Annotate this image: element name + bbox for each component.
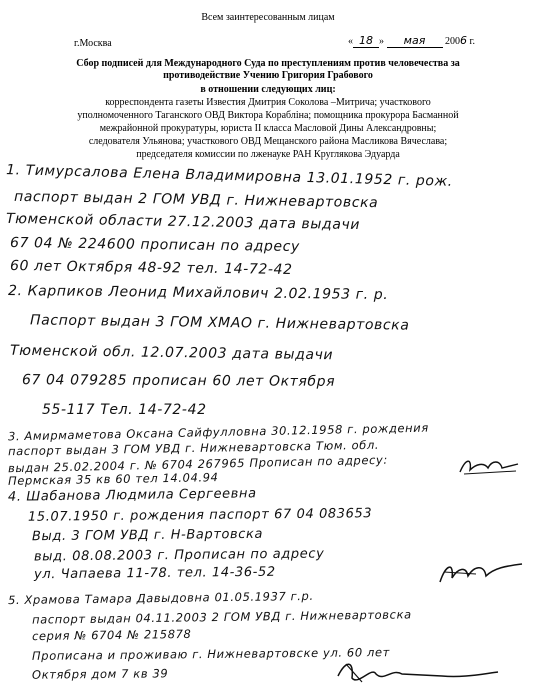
entry-line: 67 04 № 224600 прописан по адресу	[9, 234, 300, 256]
entry-line: 3. Амирмаметова Оксана Сайфулловна 30.12.1958 г. рождения	[7, 420, 429, 444]
entry-line: серия № 6704 № 215878	[31, 626, 192, 644]
addressee: Всем заинтересованным лицам	[201, 12, 335, 23]
city: г.Москва	[74, 38, 112, 49]
entry-line: Тюменской обл. 12.07.2003 дата выдачи	[9, 342, 334, 364]
entry-line: паспорт выдан 04.11.2003 2 ГОМ УВД г. Нижневартовска	[31, 607, 412, 627]
date-year-hand: 6	[460, 34, 467, 47]
entry-line: ул. Чапаева 11-78. тел. 14-36-52	[33, 564, 276, 583]
entry-line: 55-117 Тел. 14-72-42	[42, 402, 207, 418]
entry-line: Выд. 3 ГОМ УВД г. Н-Вартовска	[31, 526, 264, 545]
entry-line: 1. Тимурсалова Елена Владимировна 13.01.1952 г. рож.	[5, 162, 454, 190]
entry-line: паспорт выдан 3 ГОМ УВД г. Нижневартовска Тюм. обл.	[7, 437, 380, 459]
title-line-2: противодействие Учению Григория Грабового	[163, 70, 373, 81]
entry-line: паспорт выдан 2 ГОМ УВД г. Нижневартовска	[13, 188, 379, 212]
entry-line: Октября дом 7 кв 39	[31, 666, 169, 682]
entry-line: Пермская 35 кв 60 тел 14.04.94	[7, 470, 219, 488]
persons-line-1: корреспондента газеты Известия Дмитрия Соколова –Митрича; участкового	[105, 97, 431, 108]
persons-line-4: следователя Ульянова; участкового ОВД Мещанского района Масликова Вячеслава;	[88, 136, 448, 147]
title-line-3: в отношении следующих лиц:	[200, 84, 336, 95]
persons-line-3: межрайонной прокуратуры, юриста II класса Масловой Дины Александровны;	[99, 123, 437, 134]
signature-5	[332, 656, 502, 690]
date-day: 18	[353, 34, 379, 48]
entry-line: 5. Храмова Тамара Давыдовна 01.05.1937 г.р.	[7, 588, 314, 608]
persons-line-5: председателя комиссии по лженауке РАН Круглякова Эдуарда	[136, 149, 400, 160]
date-field: « 18 » мая 2006 г.	[348, 34, 475, 47]
entry-line: 15.07.1950 г. рождения паспорт 67 04 083653	[27, 506, 373, 525]
entry-line: Паспорт выдан 3 ГОМ ХМАО г. Нижневартовска	[29, 312, 410, 334]
signature-3	[458, 456, 522, 478]
entry-line: 67 04 079285 прописан 60 лет Октября	[21, 372, 336, 390]
date-year-printed: 200	[445, 36, 460, 47]
entry-line: Прописана и проживаю г. Нижневартовске ул. 60 лет	[31, 645, 390, 663]
persons-line-2: уполномоченного Таганского ОВД Виктора Корабліна; помощника прокурора Басманной	[77, 110, 459, 121]
entry-line: 60 лет Октября 48-92 тел. 14-72-42	[9, 258, 293, 278]
title-line-1: Сбор подписей для Международного Суда по преступлениям против человечества за	[76, 58, 460, 69]
entry-line: выд. 08.08.2003 г. Прописан по адресу	[33, 546, 325, 565]
entry-line: выдан 25.02.2004 г. № 6704 267965 Прописан по адресу:	[7, 452, 389, 476]
date-month: мая	[387, 34, 443, 48]
signature-4	[436, 560, 526, 586]
date-suffix: г.	[467, 36, 475, 47]
entry-line: Тюменской области 27.12.2003 дата выдачи	[5, 210, 361, 234]
entry-line: 2. Карпиков Леонид Михайлович 2.02.1953 г. р.	[7, 283, 389, 303]
entry-line: 4. Шабанова Людмила Сергеевна	[7, 486, 257, 505]
